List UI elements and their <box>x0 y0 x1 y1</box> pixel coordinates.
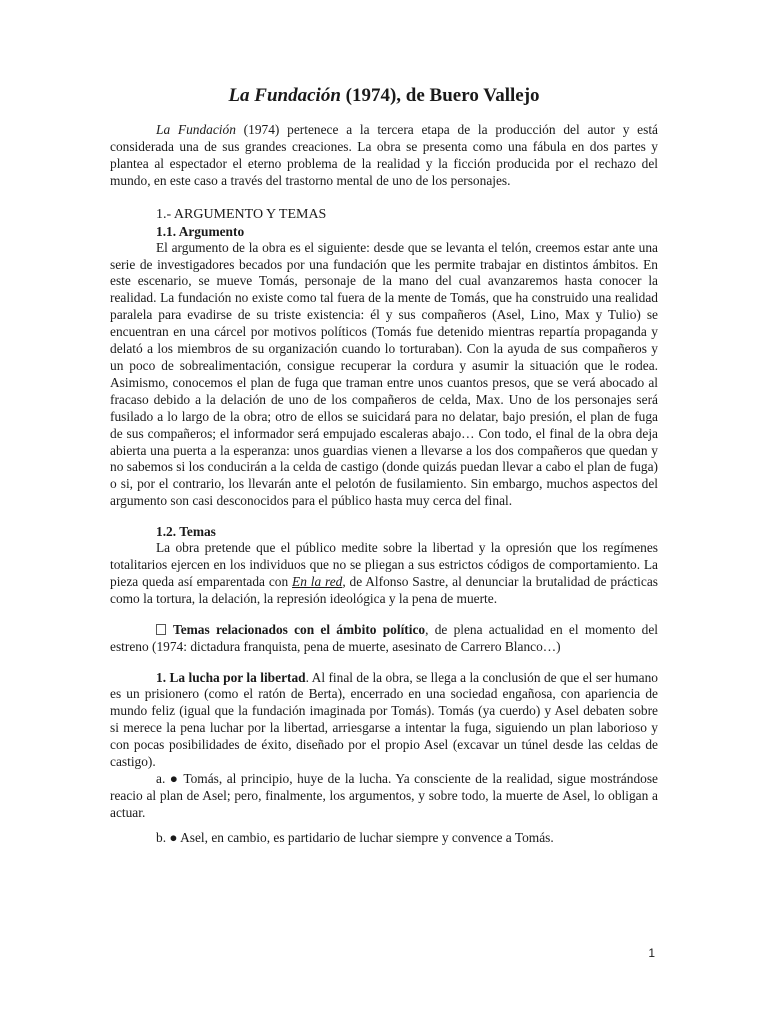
section-heading-argumento-temas: 1.- ARGUMENTO Y TEMAS <box>156 206 327 222</box>
subsection-heading-temas: 1.2. Temas <box>156 524 216 540</box>
political-paragraph <box>110 622 658 656</box>
intro-italic: La Fundación <box>156 122 236 137</box>
title-rest: (1974), de Buero Vallejo <box>340 85 540 106</box>
political-bold: Temas relacionados con el ámbito político <box>173 621 426 637</box>
freedom-item-a: a. ● Tomás, al principio, huye de la lucha. Ya consciente de la realidad, sigue mostrándose reacio al plan de Asel; pero, finalmente, los argumentos, y sobre todo, la muerte de Asel, lo obligan a actuar. <box>110 771 658 820</box>
document-page <box>110 84 658 847</box>
subsection-heading-argumento: 1.1. Argumento <box>156 223 245 239</box>
freedom-paragraph <box>110 670 658 771</box>
argumento-paragraph: El argumento de la obra es el siguiente: desde que se levanta el telón, creemos estar ante una serie de investigadores becados por una fundación que les permite trabajar en distintos ámbitos. En este escenario, se mueve Tomás, personaje de la mano del cual avanzaremos hasta conocer la realidad. La fundación no existe como tal fuera de la mente de Tomás, que ha construido una realidad paralela para evadirse de su triste existencia: él y sus compañeros (Asel, Lino, Max y Tulio) se encuentran en una cárcel por motivos políticos (Tomás fue detenido mientras repartía propaganda y delató a los miembros de su organización cuando lo torturaban). Con la ayuda de sus compañeros y un poco de sobrealimentación, consigue recuperar la cordura y asumir la situación que le rodea. Asimismo, conocemos el plan de fuga que traman entre unos cuantos presos, que se verá abocado al fracaso debido a la delación de uno de los compañeros de celda, Max. Uno de los personajes será fusilado a lo largo de la obra; otro de ellos se suicidará para no delatar, bajo presión, el plan de fuga de sus compañeros; el informador será empujado escaleras abajo… Con todo, el final de la obra deja abierta una puerta a la esperanza: unos guardias vienen a llevarse a los dos compañeros que quedan y no sabemos si los conducirán a la celda de castigo (donde quizás puedan llevar a cabo el plan de fuga) o si, por el contrario, los llevarán ante el pelotón de fusilamiento. Sin embargo, muchos aspectos del argumento son casi desconocidos para el público hasta muy cerca del final. <box>110 239 658 509</box>
intro-text: (1974) pertenece a la tercera etapa de la producción del autor y está considerada una de sus grandes creaciones. La obra se presenta como una fábula en dos partes y plantea al espectador el eterno problema de la realidad y la ficción producida por el rechazo del mundo, en este caso a través del trastorno mental de uno de los personajes. <box>110 122 658 188</box>
temas-text-b: , de Alfonso Sastre, al denunciar la brutalidad de prácticas como la tortura, la delación, la represión ideológica y la pena de muerte. <box>110 573 658 606</box>
temas-italic-title: En la red <box>292 573 343 589</box>
temas-paragraph <box>110 540 658 608</box>
freedom-text: . Al final de la obra, se llega a la conclusión de que el ser humano es un prisionero (como el ratón de Berta), encerrado en una sociedad engañosa, con apariencia de mundo feliz (igual que la fundación imaginada por Tomás). Tomás (ya cuerdo) y Asel debaten sobre si merece la pena luchar por la libertad, arriesgarse a intentar la fuga, siguiendo un plan laborioso y con pocas posibilidades de éxito, diseñado por el propio Asel (excavar un túnel desde las celdas de castigo). <box>110 669 658 770</box>
temas-text-a: La obra pretende que el público medite sobre la libertad y la opresión que los regímenes totalitarios ejercen en los individuos que no se pliegan a sus estrictos códigos de comportamiento. La pieza queda así emparentada con <box>110 540 658 589</box>
freedom-bold: 1. La lucha por la libertad <box>156 669 306 685</box>
title-italic: La Fundación <box>228 85 341 106</box>
page-number: 1 <box>648 946 655 960</box>
checkbox-bullet-icon <box>156 624 166 635</box>
intro-paragraph <box>110 122 658 190</box>
freedom-item-b: b. ● Asel, en cambio, es partidario de luchar siempre y convence a Tomás. <box>156 829 554 845</box>
document-title <box>110 84 658 108</box>
political-text: , de plena actualidad en el momento del estreno (1974: dictadura franquista, pena de muerte, asesinato de Carrero Blanco…) <box>110 621 659 654</box>
